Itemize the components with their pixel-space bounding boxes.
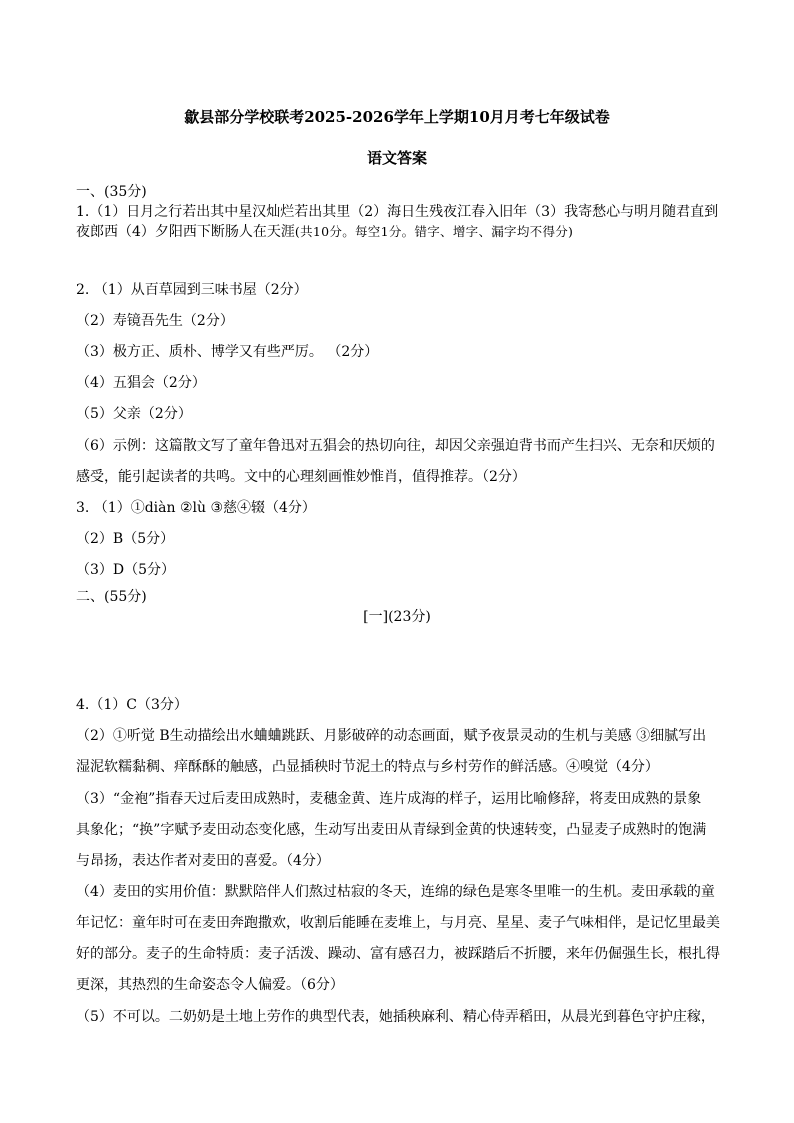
q4-4-line-4: 更深，其热烈的生命姿态令人偏爱。（6分） (76, 977, 344, 993)
q1-line-2 (76, 223, 726, 241)
q2-3: （3）极方正、质朴、博学又有些严厉。 （2分） (76, 344, 379, 360)
q4-1: 4.（1）C（3分） (76, 697, 188, 713)
q3-3: （3）D（5分） (76, 562, 176, 578)
q2-5: （5）父亲（2分） (76, 406, 192, 422)
q4-3-line-1: （3）“金袍”指春天过后麦田成熟时，麦穗金黄、连片成海的样子，运用比喻修辞，将麦田成熟的景象 (76, 791, 702, 807)
page-subtitle: 语文答案 (366, 149, 427, 167)
q2-2: （2）寿镜吾先生（2分） (76, 313, 234, 329)
q2-4: （4）五猖会（2分） (76, 375, 206, 391)
q1-scoring-note: (共10分。每空1分。错字、增字、漏字均不得分) (294, 224, 574, 239)
q4-4-line-1: （4）麦田的实用价值：默默陪伴人们熬过枯寂的冬天，连绵的绿色是寒冬里唯一的生机。麦田承载的童 (76, 884, 715, 900)
q4-3-line-3: 与昂扬，表达作者对麦田的喜爱。（4分） (76, 853, 330, 869)
q2-6-line-2: 感受，能引起读者的共鸣。文中的心理刻画惟妙惟肖，值得推荐。（2分） (76, 469, 526, 485)
section-2-heading: 二、(55分) (76, 589, 147, 605)
q4-2-line-2: 湿泥软糯黏稠、痒酥酥的触感，凸显插秧时节泥土的特点与乡村劳作的鲜活感。④嗅觉（4分） (76, 759, 659, 775)
q2-1: 2. （1）从百草园到三味书屋（2分） (76, 282, 308, 298)
q4-4-line-3: 好的部分。麦子的生命特质：麦子活泼、躁动、富有感召力，被踩踏后不折腰，来年仍倔强生长，根扎得 (76, 946, 720, 962)
section-2-subheading: [一](23分) (363, 609, 431, 625)
q3-2: （2）B（5分） (76, 531, 175, 547)
q3-1: 3. （1）①diàn ②lù ③慈④辍（4分） (76, 500, 316, 516)
q4-5-line-1: （5）不可以。二奶奶是土地上劳作的典型代表，她插秧麻利、精心侍弄稻田，从晨光到暮色守护庄稼， (76, 1009, 715, 1025)
q4-2-line-1: （2）①听觉 B生动描绘出水蛐蛐跳跃、月影破碎的动态画面，赋予夜景灵动的生机与美感 ③细腻写出 (76, 728, 707, 744)
q4-4-line-2: 年记忆：童年时可在麦田奔跑撒欢，收割后能睡在麦堆上，与月亮、星星、麦子气味相伴，是记忆里最美 (76, 915, 720, 931)
section-1-heading: 一、(35分) (76, 184, 147, 200)
q4-3-line-2: 具象化；“换”字赋予麦田动态变化感，生动写出麦田从青绿到金黄的快速转变，凸显麦子成熟时的饱满 (76, 822, 707, 838)
q1-answer-tail: 夜郎西（4）夕阳西下断肠人在天涯 (76, 224, 295, 240)
q2-6-line-1: （6）示例：这篇散文写了童年鲁迅对五猖会的热切向往，却因父亲强迫背书而产生扫兴、无奈和厌烦的 (76, 438, 715, 454)
q1-line-1: 1.（1）日月之行若出其中星汉灿烂若出其里（2）海日生残夜江春入旧年（3）我寄愁心与明月随君直到 (76, 204, 719, 220)
page-title: 歙县部分学校联考2025-2026学年上学期10月月考七年级试卷 (184, 108, 610, 126)
